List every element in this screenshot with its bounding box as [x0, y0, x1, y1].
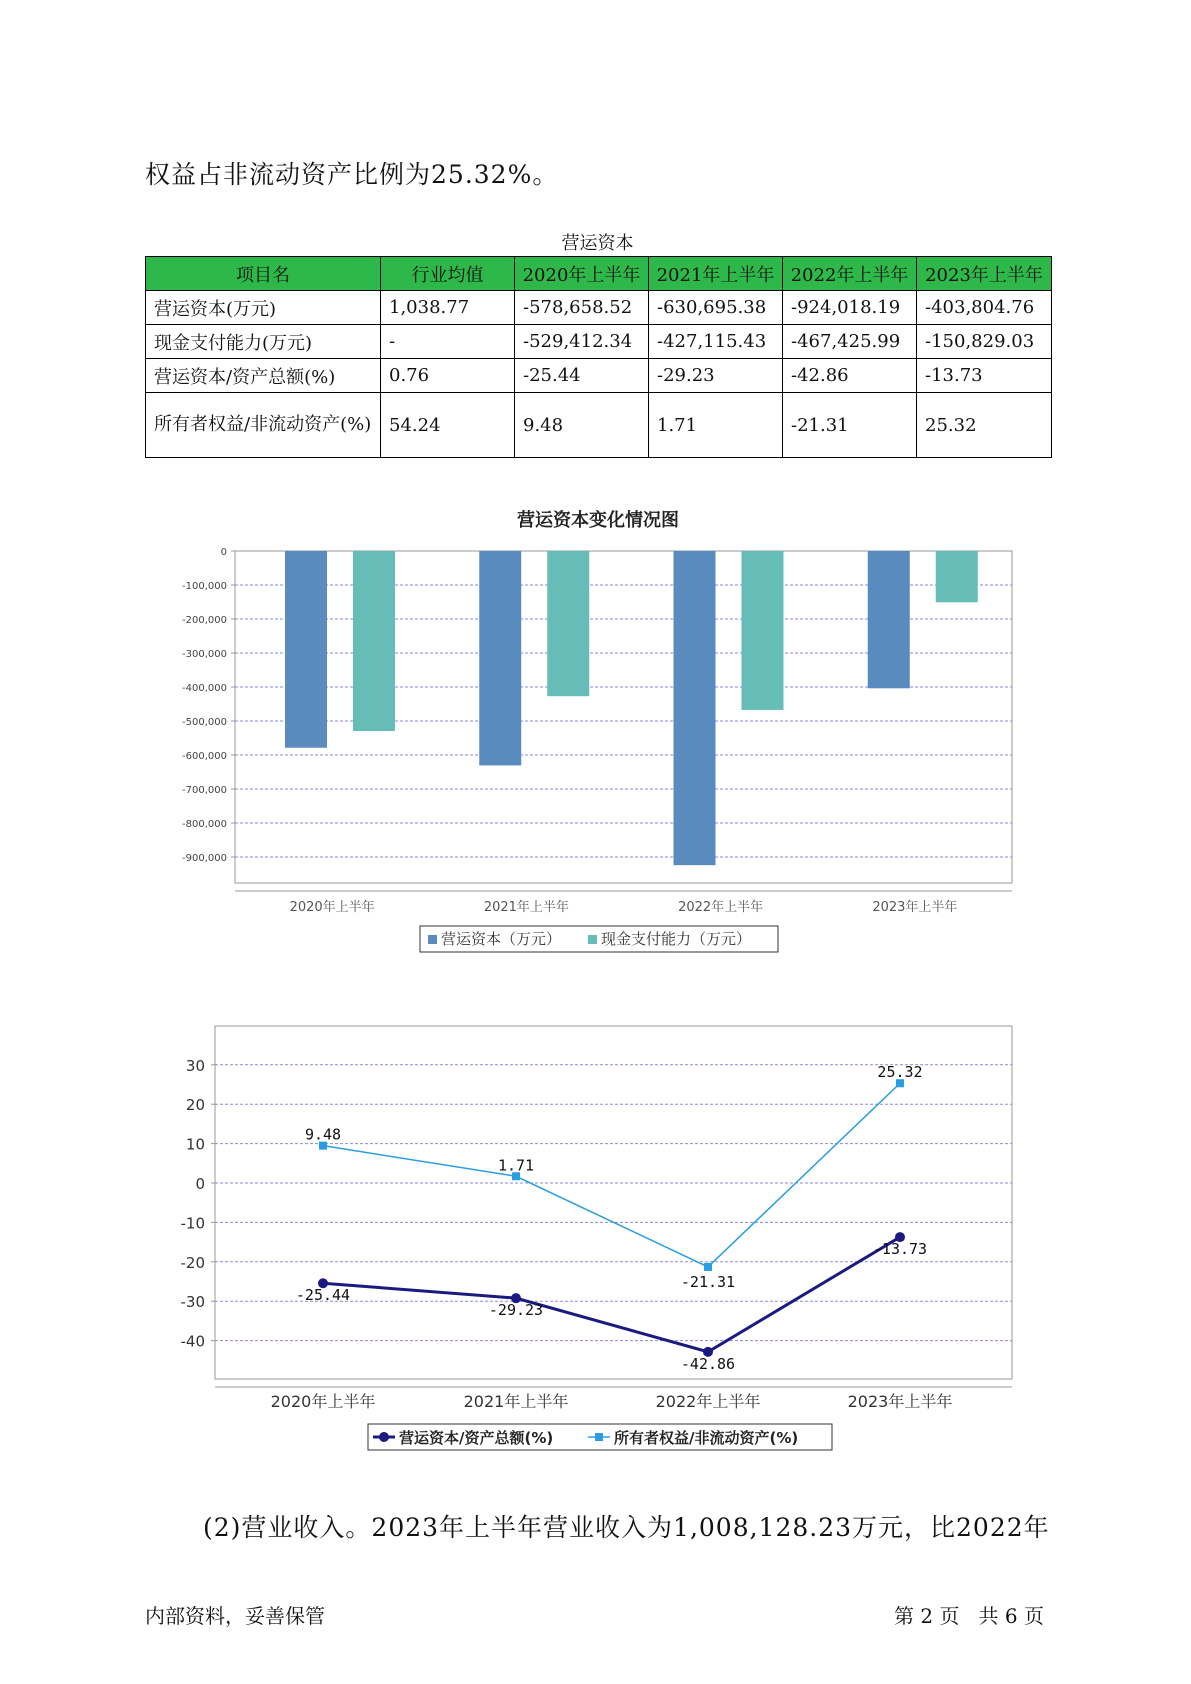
header-2020: 2020年上半年	[515, 257, 649, 291]
table-cell: 所有者权益/非流动资产(%)	[146, 393, 381, 458]
line-y-tick-label: 20	[185, 1096, 205, 1115]
bar-x-tick-label: 2022年上半年	[678, 900, 764, 915]
line-data-label: 25.32	[877, 1063, 923, 1082]
line-chart-legend	[368, 1424, 832, 1450]
table-cell: -427,115.43	[649, 325, 783, 359]
table-cell: -924,018.19	[783, 291, 917, 325]
table-title: 营运资本	[561, 233, 634, 254]
table-cell: 现金支付能力(万元)	[146, 325, 381, 359]
line-x-tick-label: 2020年上半年	[270, 1392, 376, 1411]
bar-y-tick-label: -800,000	[182, 819, 227, 830]
table-cell: -403,804.76	[917, 291, 1052, 325]
bar-y-tick-label: 0	[220, 547, 227, 558]
header-2023: 2023年上半年	[917, 257, 1052, 291]
header-item: 项目名	[146, 257, 381, 291]
line-y-tick-label: -20	[180, 1253, 205, 1272]
table-cell: 54.24	[381, 393, 515, 458]
line-data-label: -25.44	[295, 1286, 351, 1305]
table-cell: 1,038.77	[381, 291, 515, 325]
table-cell: 1.71	[649, 393, 783, 458]
line-x-tick-label: 2021年上半年	[463, 1392, 569, 1411]
line-y-tick-label: -40	[180, 1332, 205, 1351]
table-cell: 9.48	[515, 393, 649, 458]
table-cell: -578,658.52	[515, 291, 649, 325]
line-data-label: 9.48	[304, 1125, 342, 1144]
table-cell: -13.73	[917, 359, 1052, 393]
bar-y-tick-label: -300,000	[182, 649, 227, 660]
table-cell: -630,695.38	[649, 291, 783, 325]
table-cell: 25.32	[917, 393, 1052, 458]
bar-legend-label: 营运资本（万元）	[441, 930, 562, 948]
line-data-label: -13.73	[872, 1240, 928, 1259]
bar-y-tick-label: -900,000	[182, 853, 227, 864]
table-cell: -29.23	[649, 359, 783, 393]
bar-x-tick-label: 2020年上半年	[289, 900, 375, 915]
line-legend-label: 营运资本/资产总额(%)	[399, 1429, 554, 1447]
line-data-label: -21.31	[680, 1272, 736, 1291]
table-cell: 0.76	[381, 359, 515, 393]
line-data-label: 1.71	[497, 1156, 535, 1175]
line-chart-plot	[181, 1026, 1013, 1411]
table-cell: -	[381, 325, 515, 359]
line-y-tick-label: 0	[195, 1175, 205, 1193]
line-y-tick-label: 10	[185, 1135, 205, 1154]
bar-y-tick-label: -700,000	[182, 785, 227, 796]
bar-y-tick-label: -400,000	[182, 683, 227, 694]
line-x-tick-label: 2023年上半年	[847, 1392, 953, 1411]
line-legend-marker	[379, 1432, 389, 1442]
bar-y-tick-label: -100,000	[182, 581, 227, 592]
table-cell: -42.86	[783, 359, 917, 393]
line-point	[704, 1263, 712, 1271]
bar-chart-title: 营运资本变化情况图	[517, 510, 679, 531]
footer-left: 内部资料，妥善保管	[145, 1604, 325, 1628]
header-2022: 2022年上半年	[783, 257, 917, 291]
bar-y-tick-label: -600,000	[182, 751, 227, 762]
header-industry-avg: 行业均值	[381, 257, 515, 291]
line-legend-marker	[595, 1433, 603, 1441]
bar-y-tick-label: -500,000	[182, 717, 227, 728]
bar-legend-label: 现金支付能力（万元）	[601, 930, 752, 948]
bar-x-tick-label: 2021年上半年	[483, 900, 569, 915]
line-y-tick-label: -30	[180, 1293, 205, 1312]
bar-x-tick-label: 2023年上半年	[872, 900, 958, 915]
table-cell: -467,425.99	[783, 325, 917, 359]
line-x-tick-label: 2022年上半年	[655, 1392, 761, 1411]
line-data-label: -42.86	[680, 1354, 736, 1373]
table-cell: -25.44	[515, 359, 649, 393]
line-data-label: -29.23	[488, 1301, 544, 1320]
header-2021: 2021年上半年	[649, 257, 783, 291]
table-cell: -529,412.34	[515, 325, 649, 359]
footer-right: 第 2 页 共 6 页	[894, 1604, 1044, 1628]
table-cell: 营运资本(万元)	[146, 291, 381, 325]
paragraph-top: 权益占非流动资产比例为25.32%。	[145, 160, 559, 189]
table-cell: -150,829.03	[917, 325, 1052, 359]
paragraph-bottom: (2)营业收入。2023年上半年营业收入为1,008,128.23万元，比2022年	[203, 1513, 1050, 1542]
table-cell: 营运资本/资产总额(%)	[146, 359, 381, 393]
bar-y-tick-label: -200,000	[182, 615, 227, 626]
table-cell: -21.31	[783, 393, 917, 458]
line-y-tick-label: 30	[185, 1056, 205, 1075]
line-y-tick-label: -10	[180, 1214, 205, 1233]
line-legend-label: 所有者权益/非流动资产(%)	[614, 1429, 799, 1447]
